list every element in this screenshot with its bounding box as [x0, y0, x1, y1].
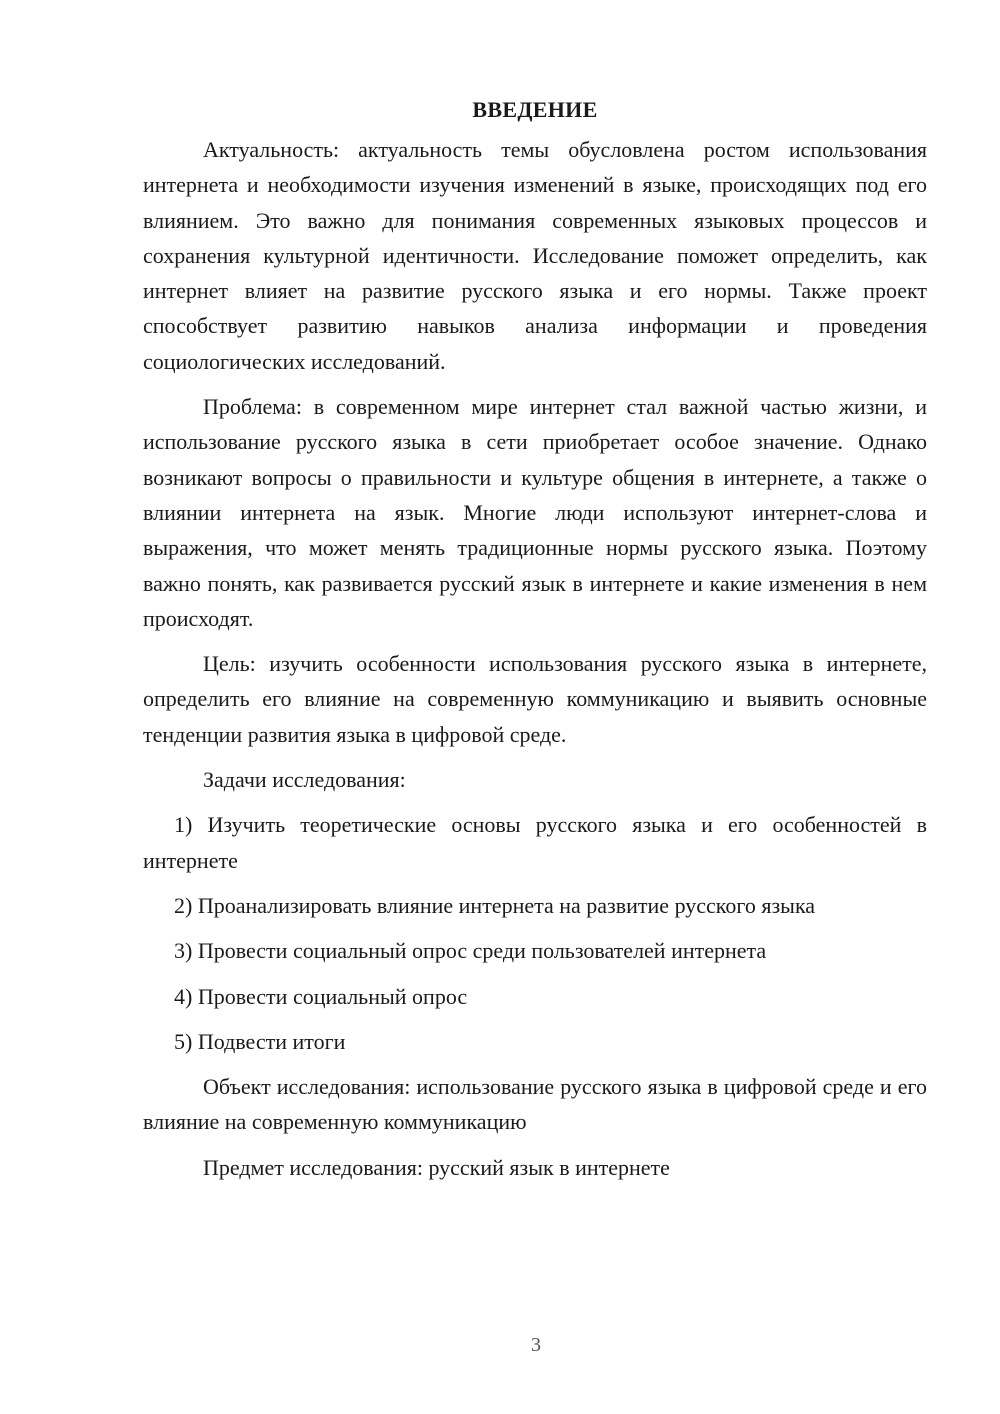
task-item-2: 2) Проанализировать влияние интернета на развитие русского языка	[174, 892, 816, 918]
page-number: 3	[531, 1334, 541, 1356]
paragraph-subject: Предмет исследования: русский язык в интернете	[203, 1154, 670, 1180]
paragraph-problem: Проблема: в современном мире интернет стал важной частью жизни, и использование русского языка в сети приобретает особое значение. Однако возникают вопросы о правильности и культуре общения в интернете, а также о влиянии интернета на язык. Многие люди используют интернет-слова и выражения, что может менять традиционные нормы русского языка. Поэтому важно понять, как развивается русский язык в интернете и какие изменения в нем происходят.	[143, 394, 927, 631]
document-page	[143, 92, 927, 1195]
task-item-1: 1) Изучить теоретические основы русского языка и его особенностей в интернете	[143, 812, 927, 873]
task-item-5: 5) Подвести итоги	[174, 1028, 346, 1054]
paragraph-relevance: Актуальность: актуальность темы обусловлена ростом использования интернета и необходимости изучения изменений в языке, происходящих под его влиянием. Это важно для понимания современных языковых процессов и сохранения культурной идентичности. Исследование поможет определить, как интернет влияет на развитие русского языка и его нормы. Также проект способствует развитию навыков анализа информации и проведения социологических исследований.	[143, 137, 927, 374]
task-item-3: 3) Провести социальный опрос среди пользователей интернета	[174, 938, 767, 964]
task-item-4: 4) Провести социальный опрос	[174, 983, 468, 1009]
section-title: ВВЕДЕНИЕ	[472, 97, 598, 122]
paragraph-goal: Цель: изучить особенности использования русского языка в интернете, определить его влияние на современную коммуникацию и выявить основные тенденции развития языка в цифровой среде.	[143, 651, 927, 747]
paragraph-tasks-heading: Задачи исследования:	[203, 767, 406, 793]
paragraph-object: Объект исследования: использование русского языка в цифровой среде и его влияние на современную коммуникацию	[143, 1074, 927, 1135]
